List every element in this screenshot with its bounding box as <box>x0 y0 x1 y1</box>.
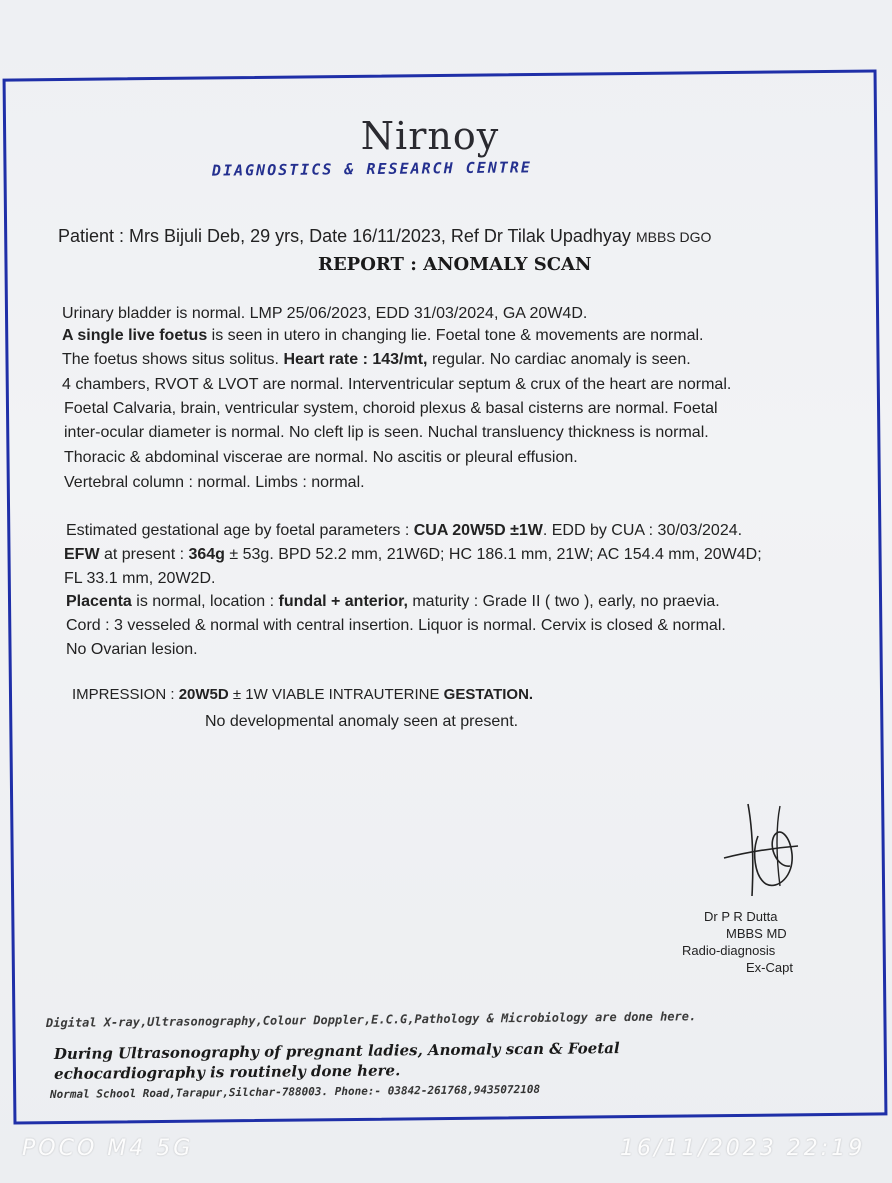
biometry: ± 53g. BPD 52.2 mm, 21W6D; HC 186.1 mm, 21W; AC 154.4 mm, 20W4D; <box>224 546 762 563</box>
body-line-7: Thoracic & abdominal viscerae are normal. No ascitis or pleural effusion. <box>64 449 578 466</box>
gest-age-pre: Estimated gestational age by foetal parameters : <box>66 522 414 539</box>
patient-details: Patient : Mrs Bijuli Deb, 29 yrs, Date 16/11/2023, Ref Dr Tilak Upadhyay <box>58 226 631 246</box>
body-line-5: Foetal Calvaria, brain, ventricular system, choroid plexus & basal cisterns are normal. Foetal <box>64 400 718 417</box>
impression-line <box>72 686 533 703</box>
patient-line <box>58 226 711 247</box>
efw-value: 364g <box>188 546 225 563</box>
body-line-12 <box>66 593 720 611</box>
footer-notice-2: echocardiography is routinely done here. <box>54 1061 401 1083</box>
impression-mid: ± 1W VIABLE INTRAUTERINE <box>228 686 444 703</box>
placenta-location: fundal + anterior, <box>278 593 408 610</box>
brand-subtitle: DIAGNOSTICS & RESEARCH CENTRE <box>211 158 532 180</box>
body-line-6: inter-ocular diameter is normal. No cleft lip is seen. Nuchal transluency thickness is normal. <box>64 424 709 441</box>
impression-label: IMPRESSION : <box>72 686 179 703</box>
placenta-label: Placenta <box>66 593 132 610</box>
body-line-2-text: is seen in utero in changing lie. Foetal tone & movements are normal. <box>207 327 704 344</box>
efw-label: EFW <box>64 546 100 563</box>
impression-line-2: No developmental anomaly seen at present. <box>205 713 519 730</box>
impression-gestation: GESTATION. <box>443 686 534 703</box>
edd-cua: . EDD by CUA : 30/03/2024. <box>542 522 743 539</box>
body-line-1: Urinary bladder is normal. LMP 25/06/2023, EDD 31/03/2024, GA 20W4D. <box>62 305 588 322</box>
body-line-3 <box>62 351 691 369</box>
efw-mid: at present : <box>99 546 189 563</box>
cua-value: CUA 20W5D ±1W <box>413 522 543 539</box>
body-line-2 <box>62 327 703 345</box>
doctor-department: Radio-diagnosis <box>682 943 776 958</box>
body-line-3-rest: regular. No cardiac anomaly is seen. <box>427 351 691 368</box>
referrer-degree: MBBS DGO <box>635 229 712 245</box>
impression-ga: 20W5D <box>178 686 229 703</box>
report-title: REPORT : ANOMALY SCAN <box>318 254 592 275</box>
footer-notice <box>54 1038 620 1084</box>
body-line-3-pre: The foetus shows situs solitus. <box>62 351 284 368</box>
heart-rate: Heart rate : 143/mt, <box>283 351 428 368</box>
watermark-datetime: 16/11/2023 22:19 <box>620 1136 866 1161</box>
placenta-maturity: maturity : Grade II ( two ), early, no praevia. <box>407 593 720 610</box>
doctor-name: Dr P R Dutta <box>704 909 778 924</box>
footer-notice-1: During Ultrasonography of pregnant ladies, Anomaly scan & Foetal <box>53 1039 620 1063</box>
signature-scribble <box>718 796 808 904</box>
placenta-mid: is normal, location : <box>131 593 279 610</box>
footer-address: Normal School Road,Tarapur,Silchar-788003. Phone:- 03842-261768,9435072108 <box>49 1082 541 1101</box>
footer-services: Digital X-ray,Ultrasonography,Colour Doppler,E.C.G,Pathology & Microbiology are done here. <box>45 1009 697 1030</box>
signature-block <box>682 908 793 976</box>
doctor-degree: MBBS MD <box>726 926 787 941</box>
body-line-4: 4 chambers, RVOT & LVOT are normal. Interventricular septum & crux of the heart are normal. <box>62 376 732 393</box>
body-line-8: Vertebral column : normal. Limbs : normal. <box>64 474 365 491</box>
watermark-device: POCO M4 5G <box>22 1136 194 1161</box>
body-line-11: FL 33.1 mm, 20W2D. <box>64 570 216 587</box>
brand-name: Nirnoy <box>360 114 500 158</box>
doctor-rank: Ex-Capt <box>746 960 793 975</box>
body-line-14: No Ovarian lesion. <box>66 641 198 658</box>
body-line-13: Cord : 3 vesseled & normal with central insertion. Liquor is normal. Cervix is closed & normal. <box>66 617 726 634</box>
foetus-highlight: A single live foetus <box>62 327 208 344</box>
body-line-10 <box>64 546 762 564</box>
body-line-9 <box>66 522 742 540</box>
